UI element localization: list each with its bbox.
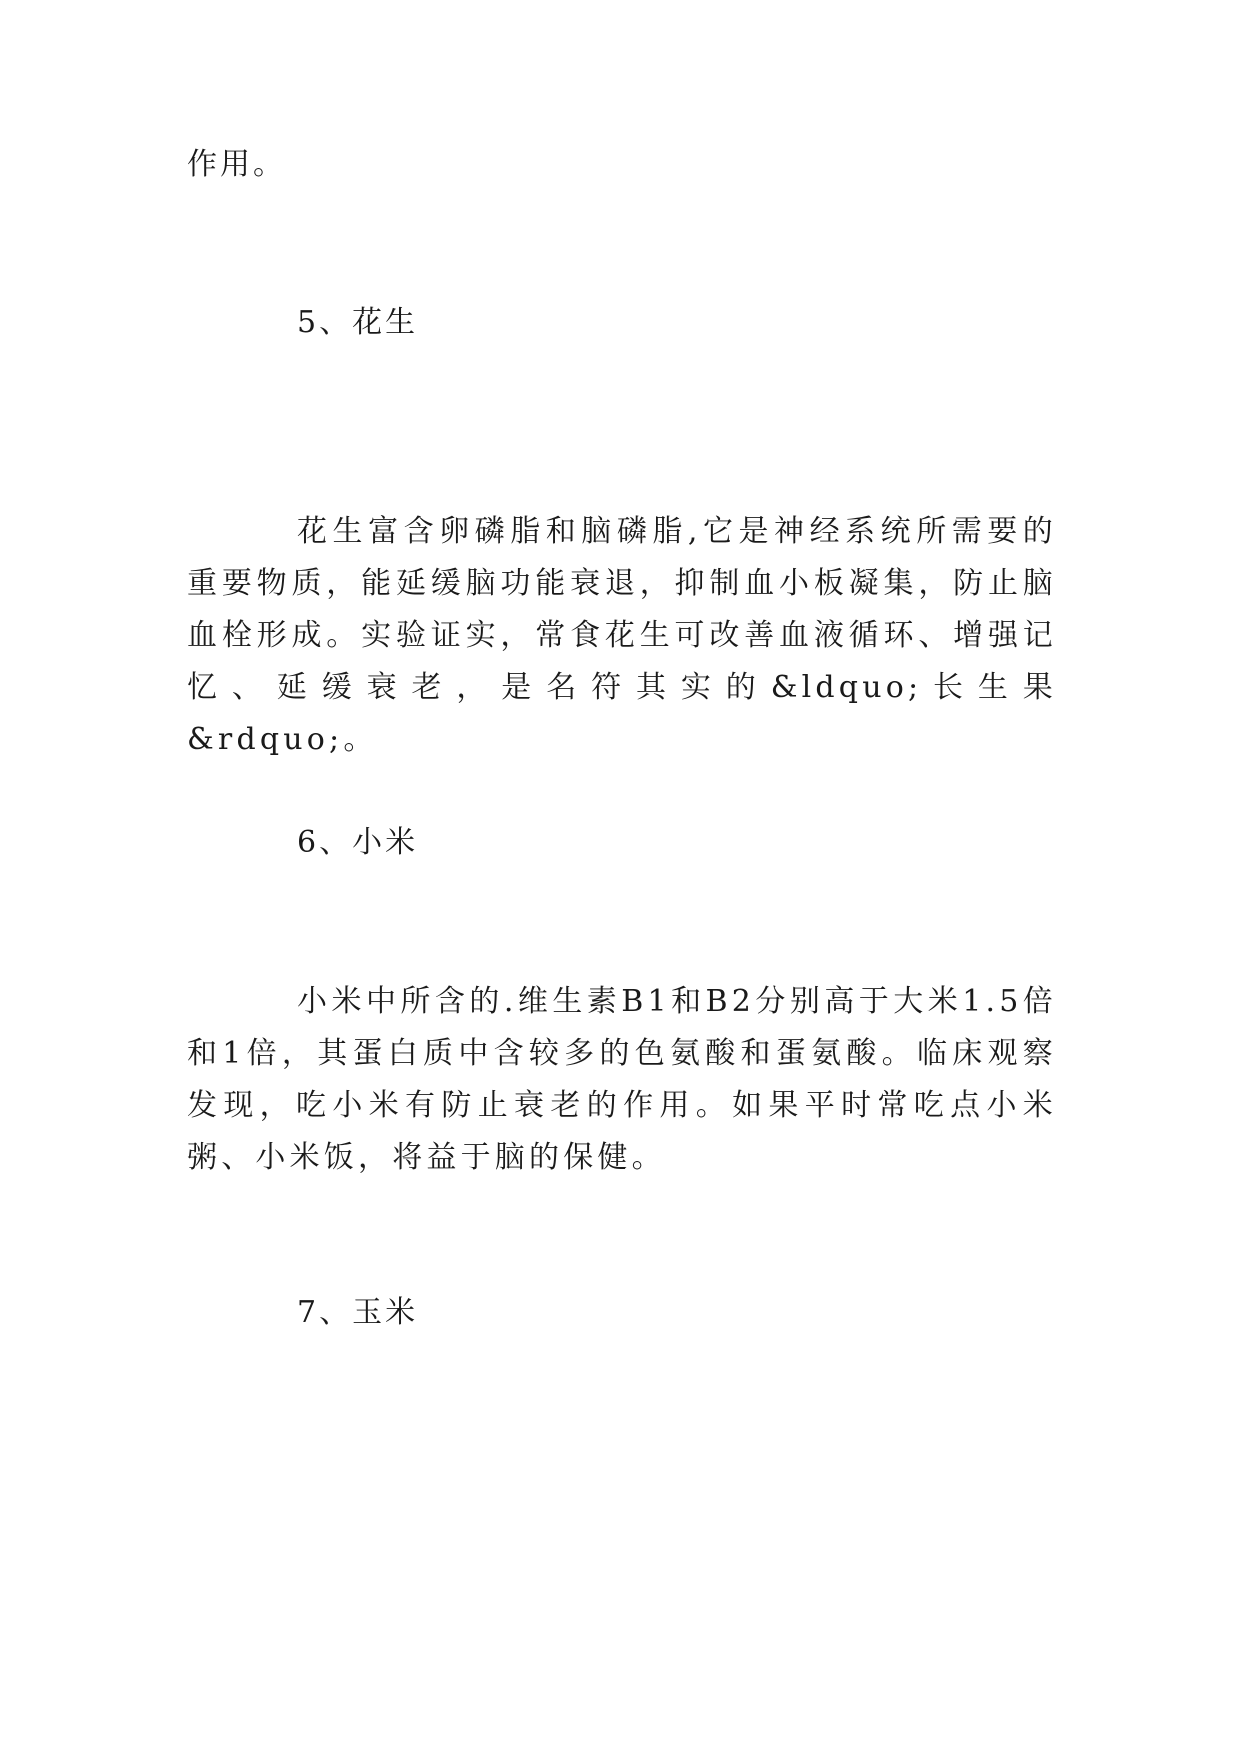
section-body-millet: 小米中所含的.维生素B1和B2分别高于大米1.5倍和1倍，其蛋白质中含较多的色氨酸和蛋氨酸。临床观察发现，吃小米有防止衰老的作用。如果平时常吃点小米粥、小米饭，将益于脑的保健。 [187,984,1057,1175]
section-heading-corn: 7、玉米 [297,1295,419,1330]
section-body-peanut: 花生富含卵磷脂和脑磷脂,它是神经系统所需要的重要物质，能延缓脑功能衰退，抑制血小板凝集，防止脑血栓形成。实验证实，常食花生可改善血液循环、增强记忆、延缓衰老，是名符其实的&ldquo;长生果&rdquo;。 [187,514,1057,757]
continuation-text: 作用。 [187,147,286,182]
section-heading-millet: 6、小米 [297,825,419,860]
section-heading-peanut: 5、花生 [297,305,419,340]
